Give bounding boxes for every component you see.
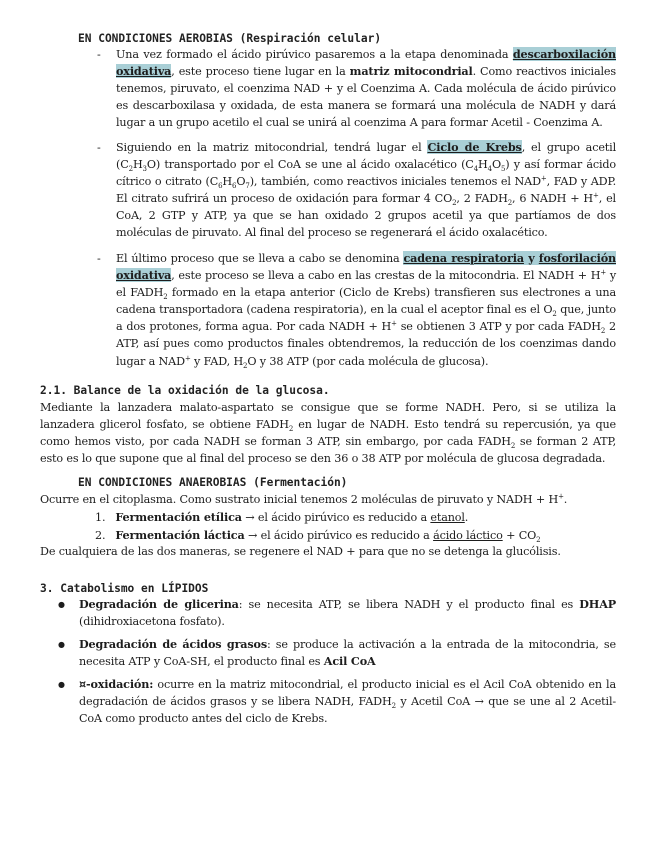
text: ocurre en la matriz mitocondrial, el producto inicial es el Acil CoA obtenido en la degradación de ácidos grasos y se libera NADH, FADH (79, 678, 616, 709)
dash-marker: - (97, 252, 101, 265)
aerobic-item-2 (97, 139, 616, 242)
subscript: 2 (600, 327, 606, 336)
text: El último proceso que se lleva a cabo se denomina (116, 252, 404, 265)
lipid-item-3 (58, 676, 616, 727)
anaerobic-end (40, 543, 616, 560)
superscript: + (558, 492, 564, 501)
text: , FAD y ADP. El citrato sufrirá un proceso de oxidación para formar 4 CO (116, 175, 616, 206)
text: 2 ATP, así pues como productos finales obtendremos, la reducción de los coenzimas dando lugar a NAD (116, 320, 617, 368)
bold-term: Fermentación láctica (115, 528, 245, 542)
text: el ácido pirúvico es reducido a (257, 511, 431, 524)
text: que, junto a dos protones, forma agua. Por cada NADH + H (116, 303, 616, 334)
highlight-term: Ciclo de Krebs (427, 140, 522, 154)
text: . (563, 493, 568, 506)
bold-term: DHAP (579, 597, 616, 611)
list-number: 2. (95, 529, 106, 542)
list-number: 1. (95, 511, 106, 524)
highlight-joiner: y (523, 251, 539, 265)
lipid-item-1 (58, 596, 616, 630)
lipid-item-2 (58, 636, 616, 670)
text: H (478, 158, 488, 172)
superscript: + (593, 191, 599, 200)
subscript: 2 (163, 293, 168, 302)
subscript: 6 (218, 182, 223, 191)
text: , 6 NADH + H (512, 192, 594, 206)
bold-term: matriz mitocondrial (349, 64, 473, 79)
subscript: 4 (473, 165, 479, 174)
anaerobic-intro (40, 491, 616, 508)
text: , este proceso tiene lugar en la (171, 65, 350, 79)
text: Una vez formado el ácido pirúvico pasaremos a la etapa denominada (116, 48, 513, 61)
text: , 2 FADH (456, 192, 508, 206)
subscript: 7 (245, 182, 250, 191)
text: en lugar de NADH. Esto tendrá su repercusión, ya que como hemos visto, por cada NADH se forman 3 ATP, sin embargo, por cada FADH (40, 418, 616, 449)
text: y FAD, H (190, 354, 244, 368)
text: que se une al 2 Acetil-CoA como producto antes del ciclo de Krebs. (79, 695, 617, 726)
bold-term: ¤-oxidación: (79, 677, 154, 691)
subscript: 6 (232, 182, 237, 191)
arrow: → (241, 511, 258, 524)
underlined-term: ácido láctico (433, 529, 503, 542)
text: O (491, 158, 501, 172)
highlight-term: descarboxilación oxidativa (116, 47, 616, 79)
fermentation-item-2 (95, 527, 595, 544)
subscript: 2 (510, 442, 516, 451)
text: . Como reactivos iniciales tenemos, piruvato, el coenzima NAD + y el Coenzima A. Cada molécula de ácido pirúvico es descarboxilasa y oxidada, de esta manera se formará una molécula de NADH y dará lugar a un grupo acetilo el cual se unirá al coenzima A para formar Acetil - Coenzima A. (116, 65, 616, 130)
text: O (236, 175, 246, 189)
heading-balance: 2.1. Balance de la oxidación de la glucosa. (40, 384, 330, 397)
balance-paragraph (40, 399, 616, 467)
heading-anaerobias: EN CONDICIONES ANAEROBIAS (Fermentación) (78, 476, 348, 489)
text: : se produce la activación a la entrada de la mitocondria, se necesita ATP y CoA-SH, el producto final es (79, 638, 616, 669)
superscript: + (540, 174, 547, 183)
subscript: 2 (507, 199, 513, 208)
text: H (132, 158, 143, 172)
text: . (464, 511, 469, 524)
text: Mediante la lanzadera malato-aspartato se consigue que se forme NADH. Pero, si se utiliza la lanzadera glicerol fosfato, se obtiene FADH (40, 401, 616, 432)
subscript: 2 (536, 536, 541, 545)
subscript: 2 (243, 361, 248, 370)
highlight-term: fosforilación oxidativa (116, 251, 616, 283)
bullet-marker: ● (58, 600, 65, 609)
text: , el grupo acetil (C (116, 141, 616, 172)
fermentation-item-1 (95, 509, 595, 526)
text: ) y así formar ácido cítrico o citrato (C (116, 158, 616, 189)
arrow: → (474, 695, 484, 709)
subscript: 2 (552, 310, 557, 319)
bold-term: Acil CoA (323, 654, 376, 669)
heading-lipidos: 3. Catabolismo en LÍPIDOS (40, 582, 209, 595)
text: O y 38 ATP (por cada molécula de glucosa). (247, 354, 489, 368)
text: y Acetil CoA (395, 695, 475, 709)
bullet-marker: ● (58, 640, 65, 649)
aerobic-item-3 (97, 250, 616, 370)
bold-term: Fermentación etílica (115, 510, 242, 524)
text: el ácido pirúvico es reducido a (260, 529, 434, 542)
text: De cualquiera de las dos maneras, se regenere el NAD + para que no se detenga la glucólisis. (40, 545, 561, 558)
heading-aerobias: EN CONDICIONES AEROBIAS (Respiración celular) (78, 32, 382, 45)
bold-term: Degradación de ácidos grasos (79, 637, 268, 651)
subscript: 2 (391, 702, 396, 711)
text: O) transportado por el CoA se une al ácido oxalacético (C (146, 158, 474, 172)
text: se obtienen 3 ATP y por cada FADH (396, 320, 601, 334)
subscript: 2 (128, 165, 133, 174)
subscript: 2 (452, 199, 457, 208)
text: , el CoA, 2 GTP y ATP, ya que se han oxidado 2 grupos acetil ya que partíamos de dos moléculas de piruvato. Al final del proceso se regenerará el ácido oxalacético. (116, 192, 616, 240)
bullet-marker: ● (58, 680, 65, 689)
text: y el FADH (116, 269, 616, 300)
highlight-term: cadena respiratoria (403, 251, 524, 265)
subscript: 2 (288, 425, 294, 434)
text: : se necesita ATP, se libera NADH y el producto final es (238, 598, 580, 611)
text: formado en la etapa anterior (Ciclo de Krebs) transfieren sus electrones a una cadena transportadora (cadena respiratoria), en la cual el aceptor final es el O (116, 286, 616, 317)
text: se forman 2 ATP, esto es lo que supone que al final del proceso se den 36 o 38 ATP por molécula de glucosa degradada. (40, 435, 617, 466)
superscript: + (184, 353, 191, 362)
text: ), también, como reactivos iniciales tenemos el NAD (249, 175, 541, 189)
aerobic-item-1 (97, 46, 616, 131)
superscript: + (600, 268, 607, 277)
text: Ocurre en el citoplasma. Como sustrato inicial tenemos 2 moléculas de piruvato y NADH + H (40, 493, 559, 506)
dash-marker: - (97, 141, 101, 154)
text: (dihidroxiacetona fosfato). (79, 615, 225, 629)
arrow: → (244, 529, 261, 542)
subscript: 5 (500, 165, 506, 174)
text: + CO (502, 529, 537, 542)
bold-term: Degradación de glicerina (79, 597, 239, 611)
dash-marker: - (97, 48, 101, 61)
subscript: 3 (142, 165, 147, 174)
text: Siguiendo en la matriz mitocondrial, tendrá lugar el (116, 141, 428, 154)
underlined-term: etanol (430, 511, 465, 524)
text: , este proceso se lleva a cabo en las crestas de la mitocondria. El NADH + H (171, 269, 601, 283)
subscript: 4 (487, 165, 492, 174)
text: H (222, 175, 233, 189)
superscript: + (391, 319, 397, 328)
